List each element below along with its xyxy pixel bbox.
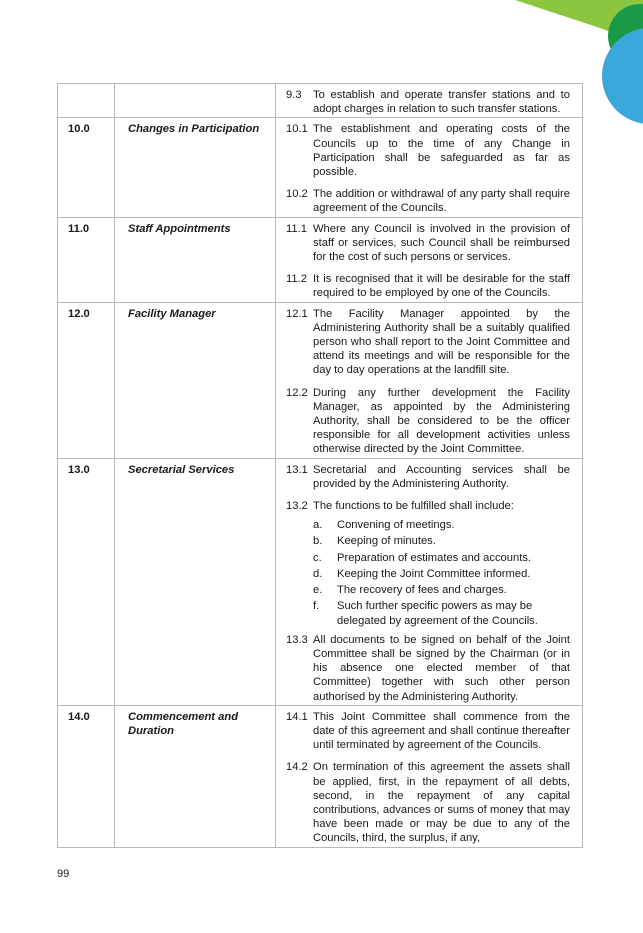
- clause-text: Where any Council is involved in the provision of staff or services, such Council shall be reimbursed for the cost of such persons or services.: [313, 222, 570, 264]
- clause-text: All documents to be signed on behalf of the Joint Committee shall be signed by the Chairman (or in his absence one elected member of that Committee) together with such other person authorised by the Administering Authority.: [313, 633, 570, 703]
- clause-text: The establishment and operating costs of the Councils up to the time of any Change in Participation shall be safeguarded as far as possible.: [313, 123, 570, 179]
- clause-number: 12.2: [286, 386, 308, 399]
- section-row: [58, 118, 583, 217]
- clause: [286, 222, 570, 265]
- section-number: 12.0: [58, 302, 115, 458]
- list-item: [286, 567, 570, 581]
- list-item-text: The recovery of fees and charges.: [337, 584, 507, 597]
- clause: [286, 386, 570, 457]
- clause-number: 12.1: [286, 307, 308, 320]
- list-item-text: Keeping the Joint Committee informed.: [337, 567, 531, 580]
- clause: [286, 272, 570, 300]
- clause: [286, 463, 570, 491]
- section-number: [58, 84, 115, 118]
- section-clauses: [276, 302, 583, 458]
- section-clauses: [276, 118, 583, 217]
- clause: [286, 499, 570, 513]
- list-item-text: Convening of meetings.: [337, 519, 455, 532]
- clause: [286, 187, 570, 215]
- section-clauses: [276, 217, 583, 302]
- clause: [286, 122, 570, 179]
- clause-text: It is recognised that it will be desirable for the staff required to be employed by one of the Councils.: [313, 273, 570, 300]
- section-clauses: [276, 458, 583, 705]
- clause: [286, 633, 570, 704]
- list-item-letter: f.: [313, 600, 320, 613]
- list-item-text: Such further specific powers as may be delegated by agreement of the Councils.: [337, 600, 538, 627]
- list-item-letter: b.: [313, 535, 323, 548]
- clause-text: The functions to be fulfilled shall include:: [313, 500, 514, 513]
- clause-text: Secretarial and Accounting services shall be provided by the Administering Authority.: [313, 463, 570, 490]
- section-row: [58, 302, 583, 458]
- section-row: [58, 705, 583, 847]
- section-row: [58, 458, 583, 705]
- clause-number: 13.3: [286, 633, 308, 646]
- clause-text: The Facility Manager appointed by the Administering Authority shall be a suitably qualified person who shall report to the Joint Committee and attend its meetings and will be responsible for the day to day operations at the landfill site.: [313, 307, 570, 377]
- section-heading: Secretarial Services: [115, 458, 276, 705]
- list-item-letter: d.: [313, 567, 323, 580]
- clause-number: 13.1: [286, 463, 308, 476]
- section-clauses: [276, 84, 583, 118]
- clause-number: 13.2: [286, 500, 308, 513]
- clause: [286, 307, 570, 378]
- section-heading: [115, 84, 276, 118]
- list-item-letter: e.: [313, 584, 323, 597]
- list-item: [286, 534, 570, 548]
- clause-number: 10.2: [286, 188, 308, 201]
- clause-number: 9.3: [286, 89, 302, 101]
- clause-text: The addition or withdrawal of any party shall require agreement of the Councils.: [313, 188, 570, 215]
- section-number: 10.0: [58, 118, 115, 217]
- section-clauses: [276, 705, 583, 847]
- list-item: [286, 551, 570, 565]
- clause-text: On termination of this agreement the assets shall be applied, first, in the repayment of all debts, second, in the repayment of any capital contributions, advances or sums of money that may have been made or may be due to any of the Councils, third, the surplus, if any,: [313, 761, 570, 845]
- section-heading: Facility Manager: [115, 302, 276, 458]
- clause-text: This Joint Committee shall commence from the date of this agreement and shall continue thereafter until terminated by agreement of the Councils.: [313, 710, 570, 752]
- page-number: 99: [57, 868, 70, 880]
- section-number: 13.0: [58, 458, 115, 705]
- list-item-letter: c.: [313, 551, 322, 564]
- clause-number: 11.1: [286, 222, 307, 235]
- clause-text: To establish and operate transfer stations and to adopt charges in relation to such transfer stations.: [313, 89, 570, 116]
- clause: [286, 760, 570, 845]
- section-heading: Changes in Participation: [115, 118, 276, 217]
- list-item-text: Preparation of estimates and accounts.: [337, 551, 532, 564]
- section-row: [58, 84, 583, 118]
- agreement-table: [57, 83, 583, 848]
- clause-text: During any further development the Facility Manager, as appointed by the Administering Authority, shall be considered to be the officer responsible for all development activities unless otherwise directed by the Joint Committee.: [313, 386, 570, 456]
- section-heading: Staff Appointments: [115, 217, 276, 302]
- section-number: 11.0: [58, 217, 115, 302]
- clause-number: 14.2: [286, 761, 308, 774]
- clause-number: 10.1: [286, 123, 308, 136]
- section-heading: Commencement and Duration: [115, 705, 276, 847]
- list-item: [286, 583, 570, 597]
- blue-circle: [602, 28, 643, 124]
- list-item: [286, 518, 570, 532]
- list-item-letter: a.: [313, 519, 323, 532]
- clause-number: 11.2: [286, 273, 307, 286]
- section-row: [58, 217, 583, 302]
- clause: [286, 710, 570, 753]
- clause: [286, 88, 570, 116]
- list-item: [286, 599, 570, 627]
- clause-number: 14.1: [286, 710, 308, 723]
- list-item-text: Keeping of minutes.: [337, 535, 436, 548]
- section-number: 14.0: [58, 705, 115, 847]
